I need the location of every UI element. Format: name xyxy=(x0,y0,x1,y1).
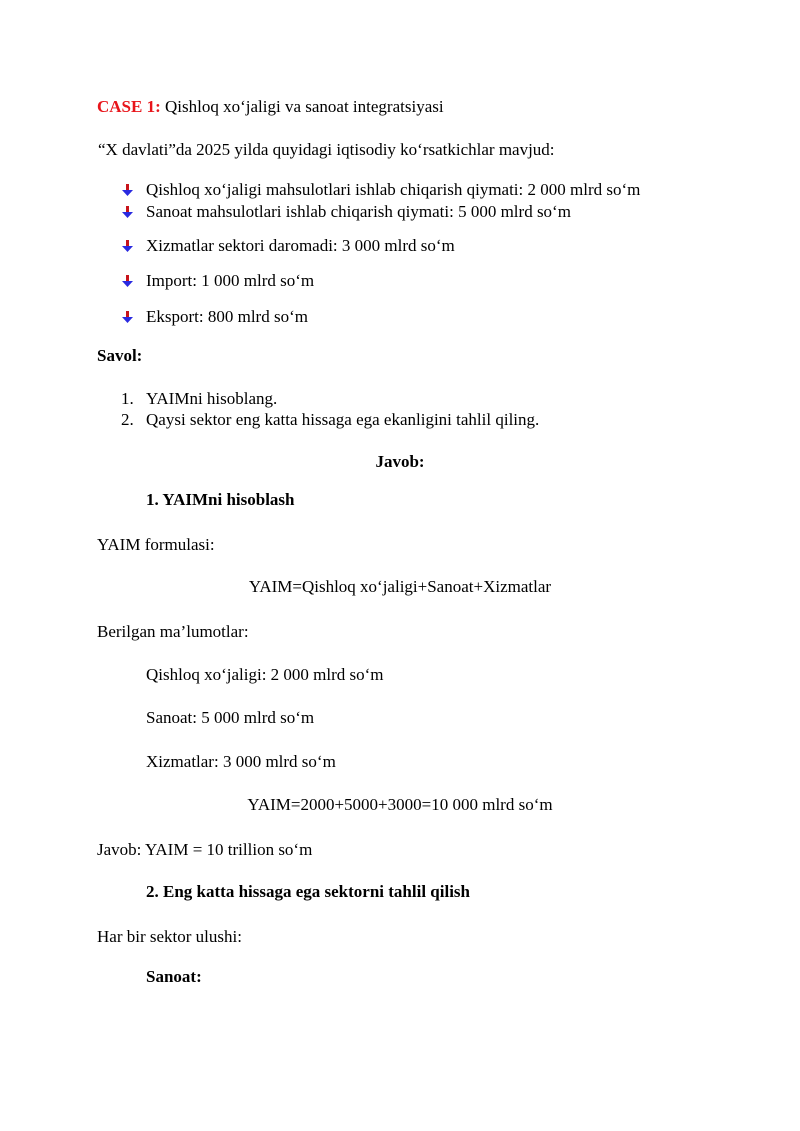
indicator-item: Import: 1 000 mlrd so‘m xyxy=(146,271,315,290)
indicator-item: Sanoat mahsulotlari ishlab chiqarish qiymati: 5 000 mlrd so‘m xyxy=(146,202,571,221)
share-label: Har bir sektor ulushi: xyxy=(97,927,242,946)
given-item: Xizmatlar: 3 000 mlrd so‘m xyxy=(146,752,336,771)
arrow-down-bullet-icon xyxy=(121,274,135,288)
indicator-item: Qishloq xo‘jaligi mahsulotlari ishlab chiqarish qiymati: 2 000 mlrd so‘m xyxy=(146,180,641,199)
answer-line: Javob: YAIM = 10 trillion so‘m xyxy=(97,840,313,859)
given-item: Sanoat: 5 000 mlrd so‘m xyxy=(146,708,315,727)
case-label: CASE 1: xyxy=(97,97,161,116)
calculation: YAIM=2000+5000+3000=10 000 mlrd so‘m xyxy=(247,795,553,814)
arrow-down-bullet-icon xyxy=(121,205,135,219)
arrow-down-bullet-icon xyxy=(121,239,135,253)
indicator-item: Xizmatlar sektori daromadi: 3 000 mlrd so‘m xyxy=(146,236,455,255)
formula: YAIM=Qishloq xo‘jaligi+Sanoat+Xizmatlar xyxy=(248,577,552,596)
question-text: Qaysi sektor eng katta hissaga ega ekanligini tahlil qiling. xyxy=(146,410,540,429)
arrow-down-bullet-icon xyxy=(121,183,135,197)
case-title xyxy=(97,97,444,117)
case-title-text: Qishloq xo‘jaligi va sanoat integratsiyasi xyxy=(160,97,444,116)
question-text: YAIMni hisoblang. xyxy=(146,389,278,408)
given-item: Qishloq xo‘jaligi: 2 000 mlrd so‘m xyxy=(146,665,384,684)
arrow-down-bullet-icon xyxy=(121,310,135,324)
question-number: 2. xyxy=(121,410,134,429)
answer-heading: Javob: xyxy=(375,452,425,471)
given-label: Berilgan ma’lumotlar: xyxy=(97,622,249,641)
sector-heading: Sanoat: xyxy=(146,967,202,986)
indicator-item: Eksport: 800 mlrd so‘m xyxy=(146,307,308,326)
questions-heading: Savol: xyxy=(97,346,143,365)
formula-label: YAIM formulasi: xyxy=(97,535,215,554)
section1-heading: 1. YAIMni hisoblash xyxy=(146,490,295,509)
intro-text: “X davlati”da 2025 yilda quyidagi iqtisodiy ko‘rsatkichlar mavjud: xyxy=(98,140,555,159)
section2-heading: 2. Eng katta hissaga ega sektorni tahlil qilish xyxy=(146,882,471,901)
question-number: 1. xyxy=(121,389,134,408)
